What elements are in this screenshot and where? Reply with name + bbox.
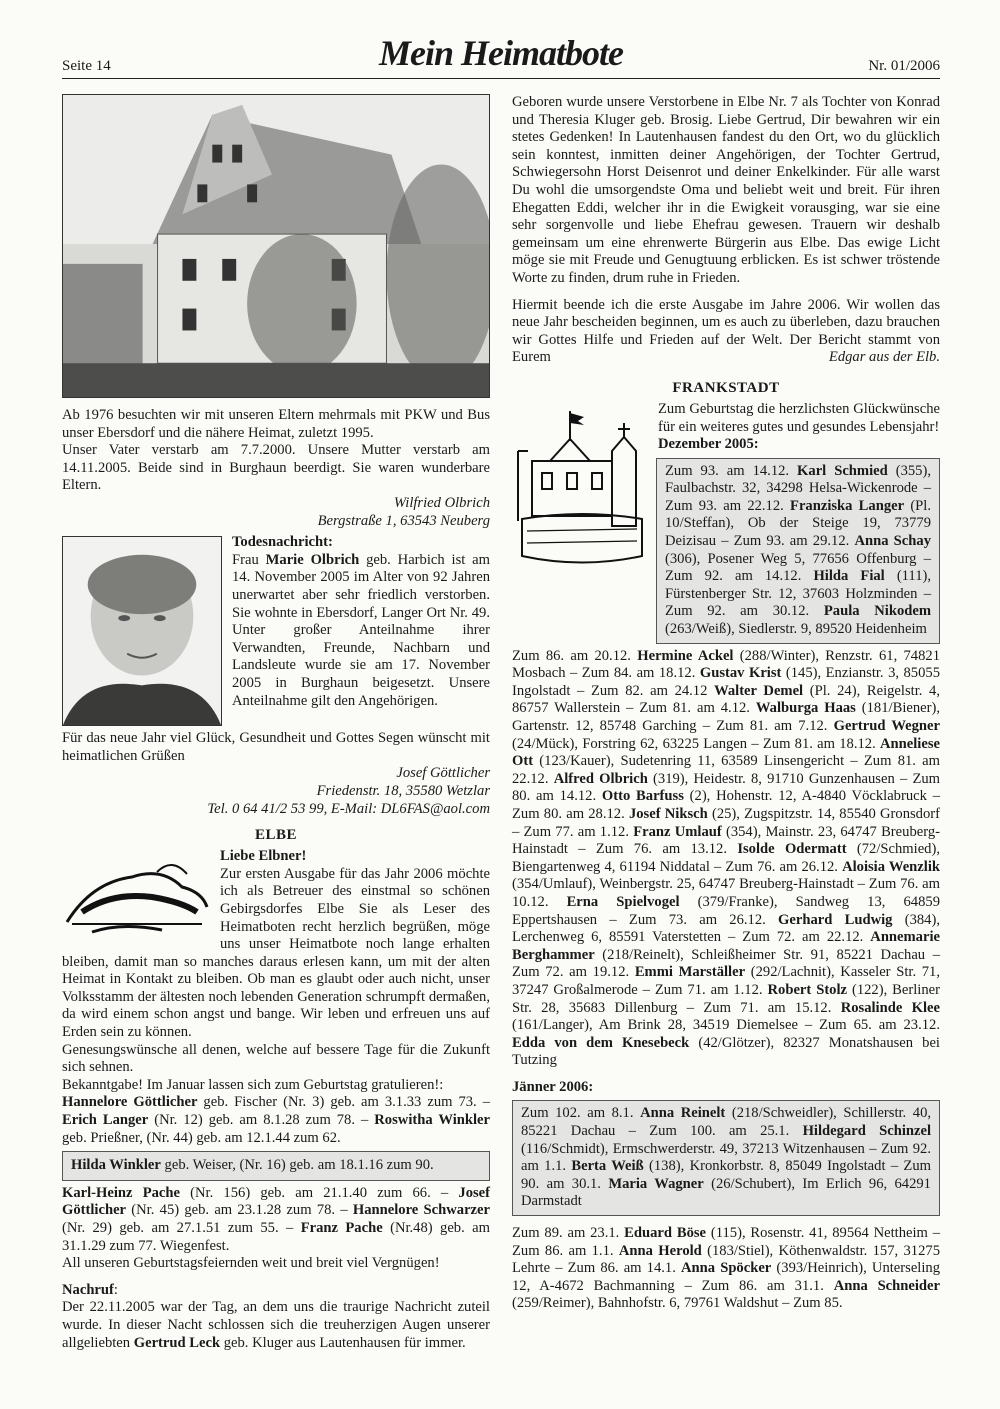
landscape-sketch xyxy=(62,852,212,942)
birthday-person-name: Paula Nikodem xyxy=(823,603,931,620)
birthday-person-name: Franziska Langer xyxy=(790,497,905,514)
nachruf-heading: Nachruf: xyxy=(62,1281,118,1298)
issue-number: Nr. 01/2006 xyxy=(868,58,940,74)
elbe-birthdays: Hannelore Göttlicher geb. Fischer (Nr. 3) geb. am 3.1.33 zum 73. – Erich Langer (Nr. 12) geb. am 8.1.28 zum 78. – Roswitha Winkler geb. Prießner, (Nr. 44) geb. am 12.1.44 zum 62. xyxy=(62,1094,490,1146)
header-rule xyxy=(62,78,940,79)
birthday-person-name: Anna Reinelt xyxy=(640,1105,726,1122)
birthday-person-name: Erna Spielvogel xyxy=(566,893,680,910)
birthday-person-name: Anna Herold xyxy=(618,1242,702,1259)
birthday-person-name: Otto Barfuss xyxy=(601,788,684,805)
section-heading-frankstadt: FRANKSTADT xyxy=(672,379,780,396)
december-highlight-box xyxy=(656,458,940,644)
december-heading: Dezember 2005: xyxy=(658,436,759,453)
signature-address: Friedenstr. 18, 35580 Wetzlar xyxy=(316,782,490,799)
page-header xyxy=(62,28,940,80)
house-photo xyxy=(62,94,490,398)
obituary-heading: Todesnachricht: xyxy=(232,534,333,551)
birthday-person-name: Walter Demel xyxy=(714,682,804,699)
frankstadt-intro: Zum Geburtstag die herzlichsten Glückwünsche für ein weiteres gutes und gesundes Lebensjahr! xyxy=(658,400,940,435)
signature-address: Bergstraße 1, 63543 Neuberg xyxy=(317,512,490,529)
birthday-person-name: Anna Schay xyxy=(854,533,931,550)
january-heading: Jänner 2006: xyxy=(512,1078,594,1095)
birthday-person-name: Anna Schneider xyxy=(833,1277,940,1294)
birthday-person-name: Gustav Krist xyxy=(699,665,782,682)
birthday-person-name: Hildegard Schinzel xyxy=(802,1123,931,1140)
portrait-photo xyxy=(62,536,222,726)
elbe-birthdays-more: Karl-Heinz Pache (Nr. 156) geb. am 21.1.40 zum 66. – Josef Göttlicher (Nr. 45) geb. am 23.1.28 zum 78. – Hannelore Schwarzer (Nr. 29) geb. am 27.1.51 zum 55. – Franz Pache (Nr.48) geb. am 31.1.29 zum 77. Wiegenfest. xyxy=(62,1184,491,1254)
highlight-birthday-box: Hilda Winkler geb. Weiser, (Nr. 16) geb. am 18.1.16 zum 90. xyxy=(62,1151,490,1181)
elbe-wishes: Genesungswünsche all denen, welche auf bessere Tage für die Zukunft sich sehnen. xyxy=(62,1041,490,1076)
birthday-closing: All unseren Geburtstagsfeiernden weit und breit viel Vergnügen! xyxy=(62,1255,440,1272)
birthday-person-name: Franz Umlauf xyxy=(633,823,722,840)
birthday-person-name: Walburga Haas xyxy=(755,700,856,717)
page-number: Seite 14 xyxy=(62,58,111,74)
birthday-person-name: Eduard Böse xyxy=(624,1225,707,1242)
birthday-person-name: Hermine Ackel xyxy=(637,647,734,664)
birthday-person-name: Anna Spöcker xyxy=(681,1260,772,1277)
birthday-person-name: Annemarie Berghammer xyxy=(512,929,940,963)
elbe-greeting: Liebe Elbner! xyxy=(220,848,307,865)
birthday-person-name: Rosalinde Klee xyxy=(840,999,940,1016)
signature-name: Josef Göttlicher xyxy=(396,765,490,782)
birthday-person-name: Aloisia Wenzlik xyxy=(842,858,940,875)
birthday-person-name: Isolde Odermatt xyxy=(737,841,847,858)
nachruf-text: Der 22.11.2005 war der Tag, an dem uns die traurige Nachricht zuteil wurde. In dieser Nacht schlossen sich die treuherzigen Augen unserer allgeliebten Gertrud Leck geb. Kluger aus Lautenhausen für immer. xyxy=(62,1299,490,1351)
birthday-person-name: Anneliese Ott xyxy=(512,735,940,770)
birthday-person-name: Robert Stolz xyxy=(767,981,848,998)
january-highlight-box xyxy=(512,1100,940,1216)
castle-crest-emblem xyxy=(512,401,652,571)
january-box-list: Zum 102. am 8.1. Anna Reinelt (218/Schweidler), Schillerstr. 40, 85221 Dachau – Zum 100. am 25.1. Hildegard Schinzel (116/Schmidt), Ermschwerderstr. 49, 37213 Witzenhausen – Zum 92. am 1.1. Berta Weiß (138), Kronkorbstr. 8, 85049 Ingolstadt – Zum 90. am 30.1. Maria Wagner (26/Schubert), Im Erlich 96, 64291 Darmstadt xyxy=(521,1105,932,1210)
december-box-list: Zum 93. am 14.12. Karl Schmied (355), Faulbachstr. 32, 34298 Helsa-Wickenrode – Zum 93. am 22.12. Franziska Langer (Pl. 10/Steffan), Ob der Steige 19, 73779 Deizisau – Zum 93. am 29.12. Anna Schay (306), Posener Weg 5, 77656 Offenburg – Zum 92. am 14.12. Hilda Fial (111), Fürstenberger Str. 12, 37603 Holzminden – Zum 92. am 30.12. Paula Nikodem (263/Weiß), Siedlerstr. 9, 89520 Heidenheim xyxy=(665,462,931,638)
birthday-person-name: Gerhard Ludwig xyxy=(778,911,893,928)
birthday-person-name: Edda von dem Knesebeck xyxy=(512,1034,690,1051)
january-birthday-list: Zum 89. am 23.1. Eduard Böse (115), Rosenstr. 41, 89564 Nettheim – Zum 86. am 1.1. Anna Herold (183/Stiel), Köthenwaldstr. 157, 31275 Lehrte – Zum 86. am 14.1. Anna Spöcker (393/Heinrich), Unterseling 12, A-4672 Bachmanning – Zum 86. am 31.1. Anna Schneider (259/Reimer), Bahnhofstr. 6, 79761 Waldshut – Zum 85. xyxy=(512,1225,941,1312)
signature-name: Wilfried Olbrich xyxy=(393,494,490,511)
birthday-person-name: Karl Schmied xyxy=(797,462,888,479)
birthday-person-name: Gertrud Wegner xyxy=(833,718,940,734)
birthday-person-name: Maria Wagner xyxy=(608,1175,704,1192)
december-birthday-list: Zum 86. am 20.12. Hermine Ackel (288/Winter), Renzstr. 61, 74821 Mosbach – Zum 84. am 18.12. Gustav Krist (145), Enzianstr. 3, 85055 Ingolstadt – Zum 82. am 24.12 Walter Demel (Pl. 24), Reigelstr. 4, 86757 Wallerstein – Zum 81. am 4.12. Walburga Haas (181/Biener), Gartenstr. 12, 85748 Garching – Zum 81. am 7.12. Gertrud Wegner (24/Mück), Forstring 62, 63225 Langen – Zum 81. am 18.12. Anneliese Ott (123/Kauer), Sudetenring 11, 63589 Linsengericht – Zum 81. am 22.12. Alfred Olbrich (319), Heidestr. 8, 91710 Gunzenhausen – Zum 80. am 14.12. Otto Barfuss (2), Hohenstr. 12, A-4840 Vöcklabruck – Zum 80. am 28.12. Josef Niksch (25), Zugspitzstr. 14, 85540 Gronsdorf – Zum 77. am 1.12. Franz Umlauf (354), Mainstr. 23, 64747 Breuberg-Hainstadt – Zum 76. am 13.12. Isolde Odermatt (72/Schmied), Biengartenweg 4, 61194 Niddatal – Zum 76. am 26.12. Aloisia Wenzlik (354/Umlauf), Weinbergstr. 25, 64747 Breuberg-Hainstadt – Zum 76. am 10.12. Erna Spielvogel (379/Franke), Sandweg 13, 64859 Eppertshausen – Zum 73. am 26.12. Gerhard Ludwig (384), Lerchenweg 6, 85591 Vaterstetten – Zum 72. am 22.12. Annemarie Berghammer (218/Reinelt), Schleißheimer Str. 91, 85221 Dachau – Zum 72. am 19.12. Emmi Marställer (292/Lachnit), Kasseler Str. 71, 37247 Großalmerode – Zum 71. am 1.12. Robert Stolz (122), Berliner Str. 28, 35683 Dillenburg – Zum 71. am 15.12. Rosalinde Klee (161/Langer), Am Brink 28, 34519 Diemelsee – Zum 65. am 23.12. Edda von dem Knesebeck (42/Glötzer), 82327 Monatshausen bei Tutzing xyxy=(512,647,941,1069)
closing-paragraph: Hiermit beende ich die erste Ausgabe im Jahre 2006. Wir wollen das neue Jahr bescheiden beginnen, um es auch zu überleben, dazu brauchen wir Gottes Hilfe und Frieden auf der Welt. Der Bericht stammt von Eurem Edgar aus der Elb. xyxy=(512,296,940,366)
signature-contact: Tel. 0 64 41/2 53 99, E-Mail: DL6FAS@aol.com xyxy=(207,800,490,817)
new-year-wish: Für das neue Jahr viel Glück, Gesundheit und Gottes Segen wünscht mit heimatlichen Grüßen xyxy=(62,730,490,764)
birthday-person-name: Hilda Fial xyxy=(813,568,885,585)
right-column xyxy=(512,94,940,1313)
obituary-text: Frau Marie Olbrich geb. Harbich ist am 14. November 2005 im Alter von 92 Jahren unerwartet aber sehr friedlich verstorben. Sie wohnte in Ebersdorf, Langer Ort Nr. 49. Unter großer Anteilnahme ihrer Verwandten, Freunde, Nachbarn und Landsleute wurde sie am 17. November 2005 in Burghaun beigesetzt. Unsere Anteilnahme gilt den Angehörigen. xyxy=(232,551,490,709)
elbe-text: Zur ersten Ausgabe für das Jahr 2006 möchte ich als Betreuer des einstmal so schönen Gebirgsdorfes Elbe Sie als Leser des Heimatboten recht herzlich begrüßen, möge uns unser Heimatbote noch lange erhalten bleiben, damit man so manches daraus erlesen kann, um mit der alten Heimat in Kontakt zu bleiben. Ob man es glaubt oder auch nicht, unser Volksstamm der ältesten noch lebenden Generation schrumpft dermaßen, da wird einem schon angst und bange. Wir leben und erfreuen uns auf Erden sein zu können. xyxy=(62,865,490,1041)
parents-caption: Unser Vater verstarb am 7.7.2000. Unsere Mutter verstarb am 14.11.2005. Beide sind in Burghaun beerdigt. Sie waren wunderbare Eltern. xyxy=(62,442,490,494)
section-heading-elbe: ELBE xyxy=(254,827,298,844)
birthday-person-name: Berta Weiß xyxy=(571,1158,644,1175)
birthday-person-name: Alfred Olbrich xyxy=(553,770,648,787)
left-column xyxy=(62,94,490,1352)
house-caption: Ab 1976 besuchten wir mit unseren Eltern mehrmals mit PKW und Bus unser Ebersdorf und die nähere Heimat, zuletzt 1995. xyxy=(62,407,490,441)
masthead-title: Mein Heimatbote xyxy=(379,33,623,73)
nachruf-continuation: Geboren wurde unsere Verstorbene in Elbe Nr. 7 als Tochter von Konrad und Theresia Kluger geb. Brosig. Liebe Gertrud, Dir bewahren wir ein stetes Gedenken! In Lautenhausen fandest du den Ort, wo du glücklich sein konntest, inmitten deiner Angehörigen, der Tochter Gertrud, Schwiegersohn Horst Deisenrot und deiner Enkelkinder. Für alle warst Du wohl die umsorgendste Oma und beliebt weit und breit. Für ihren Ehegatten Eddi, welcher ihr in die Ewigkeit vorausging, war sie eine sehr sorgenvolle und liebe Ehefrau gewesen. Trauern wir deshalb gemeinsam um eine ehrenwerte Bürgerin aus Elbe. Das ewige Licht möge sie mit Freude und Genugtuung erblicken. Es ist schwer tröstende Worte zu finden, drum ruhe in Frieden. xyxy=(512,94,940,286)
birthday-person-name: Josef Niksch xyxy=(628,805,708,822)
birthday-person-name: Emmi Marställer xyxy=(634,964,746,981)
elbe-announcement: Bekanntgabe! Im Januar lassen sich zum Geburtstag gratulieren!: xyxy=(62,1076,444,1093)
